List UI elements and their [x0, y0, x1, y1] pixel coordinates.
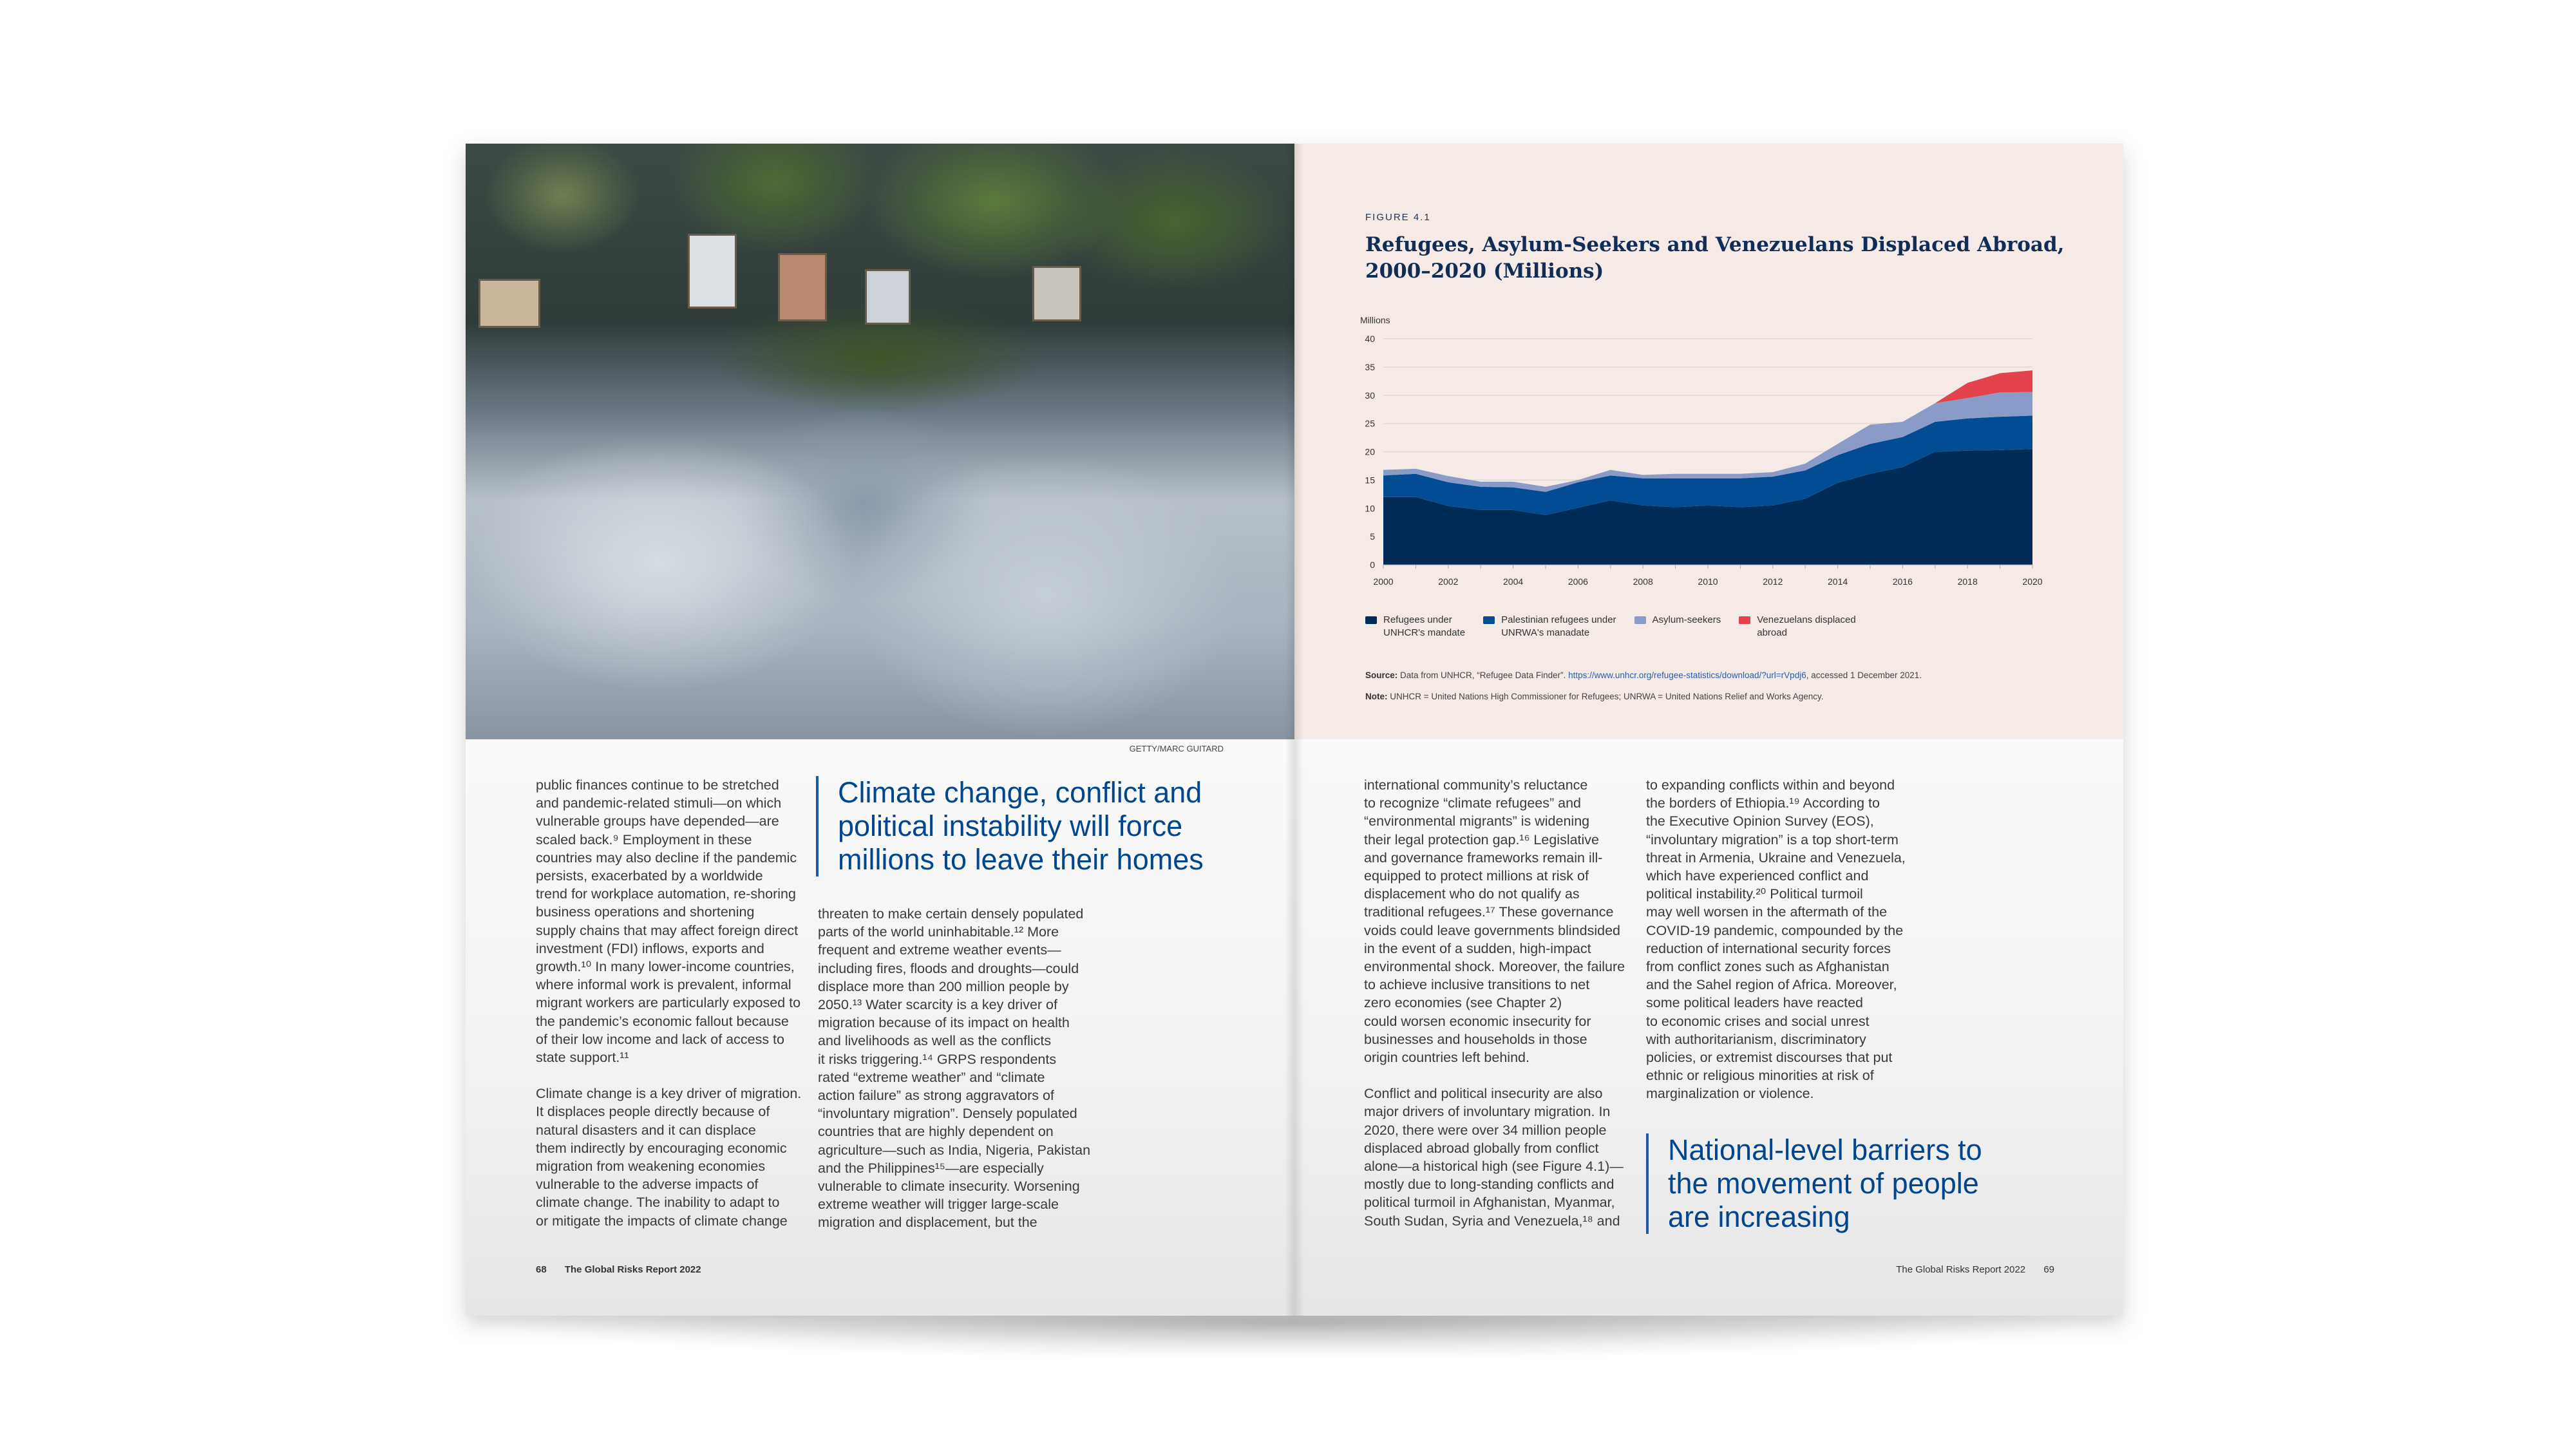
paragraph: [536, 776, 801, 1066]
abbrev-note: [1365, 692, 1824, 701]
y-tick-label: 0: [1370, 560, 1375, 570]
text-line: vulnerable to the adverse impacts of: [536, 1177, 759, 1193]
text-line: persists, exacerbated by a worldwide: [536, 868, 763, 884]
legend-label: [1653, 614, 1721, 627]
text-line: agriculture—such as India, Nigeria, Pakistan: [818, 1142, 1091, 1158]
text-line: it risks triggering.¹⁴ GRPS respondents: [818, 1051, 1057, 1067]
text-line: political instability.²⁰ Political turmoil: [1646, 886, 1863, 902]
text-line: or mitigate the impacts of climate change: [536, 1213, 788, 1229]
legend-label-line: Venezuelans displaced: [1757, 614, 1856, 625]
flood-aerial-photo: [466, 144, 1294, 739]
text-line: origin countries left behind.: [1364, 1050, 1530, 1066]
headline-line: are increasing: [1668, 1200, 1850, 1233]
text-line: displacement who do not qualify as: [1364, 886, 1580, 902]
text-line: of their low income and lack of access to: [536, 1031, 784, 1047]
text-line: growth.¹⁰ In many lower-income countries,: [536, 959, 795, 975]
source-suffix: , accessed 1 December 2021.: [1806, 670, 1922, 680]
text-line: business operations and shortening: [536, 904, 755, 920]
text-line: COVID-19 pandemic, compounded by the: [1646, 922, 1904, 938]
note-label: Note:: [1365, 692, 1388, 701]
x-tick-label: 2010: [1698, 576, 1718, 587]
x-tick-label: 2016: [1892, 576, 1913, 587]
text-line: to achieve inclusive transitions to net: [1364, 977, 1590, 993]
text-line: where informal work is prevalent, informal: [536, 977, 791, 993]
text-line: environmental shock. Moreover, the failure: [1364, 959, 1625, 975]
paragraph: [1364, 1084, 1625, 1230]
x-tick-label: 2020: [2022, 576, 2043, 587]
footer-left: [536, 1264, 701, 1275]
text-line: to economic crises and social unrest: [1646, 1013, 1870, 1029]
text-line: including fires, floods and droughts—could: [818, 960, 1079, 976]
x-tick-label: 2014: [1828, 576, 1848, 587]
text-line: It displaces people directly because of: [536, 1104, 770, 1120]
text-line: migration from weakening economies: [536, 1159, 766, 1175]
text-line: to expanding conflicts within and beyond: [1646, 777, 1895, 793]
text-line: international community’s reluctance: [1364, 777, 1588, 793]
page-number: 68: [536, 1264, 547, 1275]
section-headline-climate: [816, 776, 1204, 876]
source-label: Source:: [1365, 670, 1398, 680]
x-tick-label: 2006: [1567, 576, 1588, 587]
house-shape: [778, 253, 827, 321]
legend-swatch: [1483, 616, 1495, 624]
legend-label: [1383, 614, 1465, 639]
text-line: supply chains that may affect foreign direct: [536, 922, 799, 938]
text-line: marginalization or violence.: [1646, 1086, 1814, 1102]
text-line: political turmoil in Afghanistan, Myanmar,: [1364, 1195, 1615, 1211]
text-line: which have experienced conflict and: [1646, 868, 1869, 884]
text-line: with authoritarianism, discriminatory: [1646, 1031, 1866, 1047]
text-line: action failure” as strong aggravators of: [818, 1088, 1054, 1104]
footer-right: [1896, 1264, 2054, 1275]
headline-line: National-level barriers to: [1668, 1133, 1982, 1166]
y-tick-label: 30: [1365, 390, 1375, 401]
text-line: migrant workers are particularly exposed to: [536, 995, 801, 1011]
text-line: may well worsen in the aftermath of the: [1646, 904, 1888, 920]
figure-title: Refugees, Asylum-Seekers and Venezuelans Displaced Abroad, 2000–2020 (Millions): [1365, 233, 2065, 283]
legend-item: [1365, 614, 1465, 639]
headline-line: Climate change, conflict and: [838, 776, 1202, 809]
text-line: Climate change is a key driver of migration.: [536, 1086, 802, 1102]
legend-label-line: Palestinian refugees under: [1501, 614, 1616, 625]
text-line: scaled back.⁹ Employment in these: [536, 831, 752, 848]
house-shape: [865, 269, 911, 325]
y-tick-label: 15: [1365, 475, 1375, 486]
text-line: equipped to protect millions at risk of: [1364, 868, 1589, 884]
text-line: displace more than 200 million people by: [818, 978, 1069, 994]
chart-legend: [1365, 614, 1874, 639]
left-column-2: [818, 905, 1090, 1232]
report-title: The Global Risks Report 2022: [1896, 1264, 2026, 1275]
note-text: UNHCR = United Nations High Commissioner for Refugees; UNRWA = United Nations Relief and Works Agency.: [1390, 692, 1824, 701]
text-line: major drivers of involuntary migration. In: [1364, 1104, 1611, 1120]
text-line: their legal protection gap.¹⁶ Legislative: [1364, 831, 1600, 848]
magazine-spread: [466, 144, 2123, 1316]
text-line: the Executive Opinion Survey (EOS),: [1646, 813, 1874, 829]
text-line: rated “extreme weather” and “climate: [818, 1069, 1045, 1085]
text-line: threat in Armenia, Ukraine and Venezuela,: [1646, 849, 1906, 866]
legend-label-line: UNHCR's mandate: [1383, 627, 1466, 638]
text-line: voids could leave governments blindsided: [1364, 922, 1620, 938]
text-line: the borders of Ethiopia.¹⁹ According to: [1646, 795, 1880, 811]
text-line: to recognize “climate refugees” and: [1364, 795, 1582, 811]
text-line: in the event of a sudden, high-impact: [1364, 940, 1591, 956]
text-line: countries may also decline if the pandemic: [536, 849, 797, 866]
source-text: Data from UNHCR, “Refugee Data Finder”.: [1400, 670, 1566, 680]
y-axis-label: Millions: [1360, 315, 1390, 325]
text-line: frequent and extreme weather events—: [818, 942, 1061, 958]
text-line: and the Philippines¹⁵—are especially: [818, 1160, 1044, 1176]
text-line: mostly due to long-standing conflicts and: [1364, 1177, 1615, 1193]
text-line: South Sudan, Syria and Venezuela,¹⁸ and: [1364, 1213, 1620, 1229]
legend-swatch: [1739, 616, 1750, 624]
text-line: alone—a historical high (see Figure 4.1)—: [1364, 1159, 1624, 1175]
text-line: Conflict and political insecurity are also: [1364, 1086, 1603, 1102]
legend-label-line: abroad: [1757, 627, 1787, 638]
paragraph: [536, 1084, 801, 1230]
text-line: 2050.¹³ Water scarcity is a key driver of: [818, 997, 1057, 1013]
page-number: 69: [2043, 1264, 2054, 1275]
text-line: public finances continue to be stretched: [536, 777, 779, 793]
house-shape: [478, 279, 540, 328]
y-tick-label: 10: [1365, 503, 1375, 514]
legend-label-line: Asylum-seekers: [1652, 614, 1721, 625]
text-line: and livelihoods as well as the conflicts: [818, 1033, 1052, 1049]
book-spine: [1285, 144, 1304, 1316]
text-line: “involuntary migration” is a top short-term: [1646, 831, 1899, 848]
right-column-2: [1646, 776, 1906, 1103]
section-headline-barriers: [1646, 1133, 1982, 1234]
text-line: ethnic or religious minorities at risk of: [1646, 1068, 1874, 1084]
y-tick-label: 25: [1365, 418, 1375, 429]
stacked-area-chart: [1359, 309, 2080, 599]
y-tick-label: 40: [1365, 334, 1375, 344]
figure-label: FIGURE 4.1: [1365, 212, 1431, 223]
source-note: [1365, 670, 1922, 680]
text-line: displaced abroad globally from conflict: [1364, 1140, 1599, 1156]
x-tick-label: 2018: [1957, 576, 1978, 587]
text-line: traditional refugees.¹⁷ These governance: [1364, 904, 1614, 920]
house-shape: [1032, 266, 1081, 321]
text-line: and pandemic-related stimuli—on which: [536, 795, 782, 811]
legend-swatch: [1365, 616, 1377, 624]
text-line: them indirectly by encouraging economic: [536, 1140, 787, 1156]
text-line: threaten to make certain densely populated: [818, 906, 1084, 922]
text-line: investment (FDI) inflows, exports and: [536, 940, 764, 956]
legend-item: [1634, 614, 1721, 639]
source-link[interactable]: https://www.unhcr.org/refugee-statistics/download/?url=rVpdj6: [1568, 670, 1806, 680]
legend-swatch: [1634, 616, 1646, 624]
text-line: countries that are highly dependent on: [818, 1124, 1054, 1140]
right-column-1: [1364, 776, 1625, 1230]
text-line: migration because of its impact on health: [818, 1015, 1070, 1031]
legend-label-line: Refugees under: [1383, 614, 1452, 625]
text-line: and governance frameworks remain ill-: [1364, 849, 1603, 866]
text-line: extreme weather will trigger large-scale: [818, 1197, 1059, 1213]
photo-credit: GETTY/MARC GUITARD: [1129, 744, 1224, 753]
y-tick-label: 35: [1365, 361, 1375, 372]
text-line: natural disasters and it can displace: [536, 1122, 756, 1138]
headline-line: millions to leave their homes: [838, 843, 1204, 876]
paragraph: [1646, 776, 1906, 1103]
x-tick-label: 2004: [1503, 576, 1524, 587]
paragraph: [818, 905, 1090, 1232]
legend-item: [1739, 614, 1855, 639]
legend-label-line: UNRWA's manadate: [1501, 627, 1590, 638]
text-line: zero economies (see Chapter 2): [1364, 995, 1562, 1011]
text-line: from conflict zones such as Afghanistan: [1646, 959, 1889, 975]
text-line: trend for workplace automation, re-shoring: [536, 886, 796, 902]
text-line: migration and displacement, but the: [818, 1215, 1037, 1231]
legend-label: [1757, 614, 1855, 639]
left-column-1: [536, 776, 801, 1230]
text-line: vulnerable to climate insecurity. Worsening: [818, 1179, 1080, 1195]
text-line: vulnerable groups have depended—are: [536, 813, 779, 829]
text-line: “involuntary migration”. Densely populated: [818, 1106, 1077, 1122]
text-line: climate change. The inability to adapt to: [536, 1195, 780, 1211]
house-shape: [688, 234, 737, 308]
text-line: 2020, there were over 34 million people: [1364, 1122, 1607, 1138]
text-line: parts of the world uninhabitable.¹² More: [818, 924, 1059, 940]
text-line: reduction of international security forces: [1646, 940, 1891, 956]
y-tick-label: 20: [1365, 446, 1375, 457]
y-tick-label: 5: [1370, 531, 1375, 542]
x-tick-label: 2002: [1438, 576, 1459, 587]
headline-line: political instability will force: [838, 810, 1183, 842]
x-tick-label: 2000: [1373, 576, 1394, 587]
headline-line: the movement of people: [1668, 1167, 1979, 1200]
legend-item: [1483, 614, 1616, 639]
text-line: some political leaders have reacted: [1646, 995, 1864, 1011]
legend-label: [1501, 614, 1616, 639]
text-line: and the Sahel region of Africa. Moreover,: [1646, 977, 1897, 993]
text-line: policies, or extremist discourses that put: [1646, 1050, 1893, 1066]
paragraph: [1364, 776, 1625, 1066]
text-line: businesses and households in those: [1364, 1031, 1587, 1047]
x-tick-label: 2008: [1633, 576, 1653, 587]
text-line: “environmental migrants” is widening: [1364, 813, 1590, 829]
text-line: state support.¹¹: [536, 1050, 629, 1066]
text-line: could worsen economic insecurity for: [1364, 1013, 1591, 1029]
report-title: The Global Risks Report 2022: [564, 1264, 701, 1275]
x-tick-label: 2012: [1763, 576, 1783, 587]
text-line: the pandemic’s economic fallout because: [536, 1013, 789, 1029]
